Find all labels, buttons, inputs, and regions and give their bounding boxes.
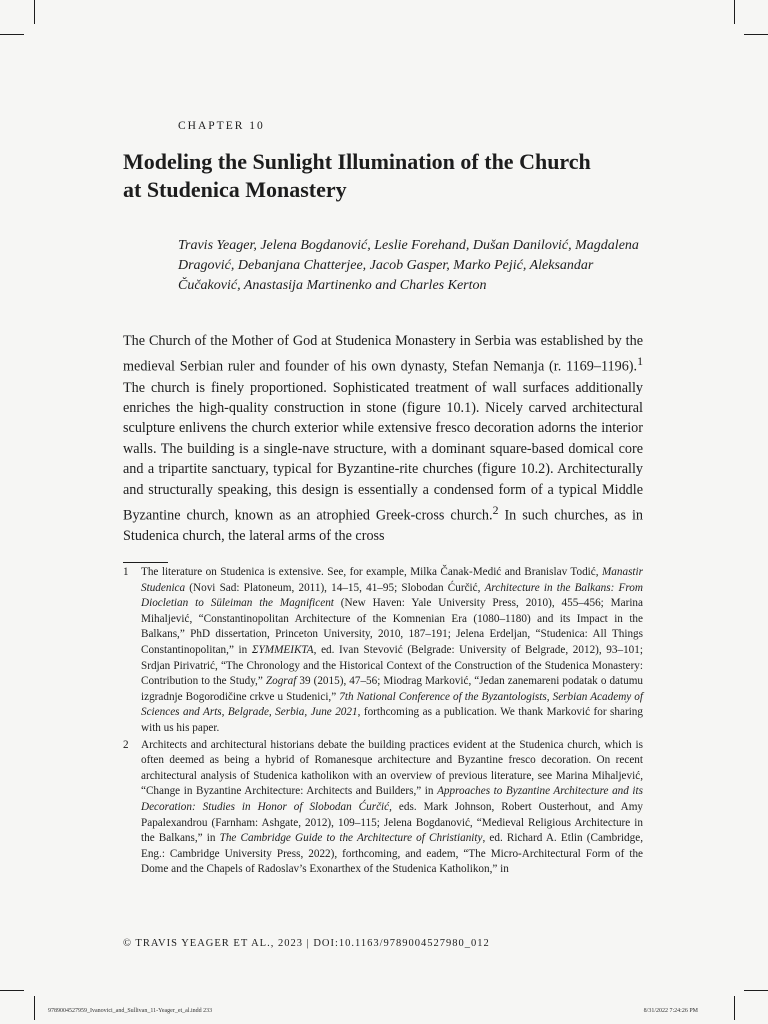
crop-mark-top-left-h xyxy=(0,34,24,35)
copyright-line: © TRAVIS YEAGER ET AL., 2023 | DOI:10.1163/9789004527980_012 xyxy=(123,938,490,949)
footnotes xyxy=(123,565,643,879)
printer-slug-file: 9789004527959_Ivanovici_and_Sullivan_11-Yeager_et_al.indd 233 xyxy=(48,1008,213,1014)
author-list: Travis Yeager, Jelena Bogdanović, Leslie Forehand, Dušan Danilović, Magdalena Dragović, Debanjana Chatterjee, Jacob Gasper, Marko Pejić, Aleksandar Čučaković, Anastasija Martinenko and Charles Kerton xyxy=(178,238,639,293)
body-text-part-2: The church is finely proportioned. Sophisticated treatment of wall surfaces additionally enriches the high-quality construction in stone (figure 10.1). Nicely carved architectural sculpture enlivens the church exterior while extensive fresco decoration adorns the interior walls. The building is a single-nave structure, with a dominant square-based domical core and a tripartite sanctuary, typical for Byzantine-rite churches (figure 10.2). Architecturally and structurally speaking, this design is essentially a condensed form of a typical Middle Byzantine church, known as an atrophied Greek-cross church. xyxy=(123,379,643,524)
crop-mark-bottom-right xyxy=(734,996,735,1020)
footnote-divider xyxy=(123,562,168,563)
footnote-text: Architects and architectural historians debate the building practices evident at the Studenica church, which is often deemed as being a hybrid of Romanesque architecture and Byzantine fresco decoration. On recent architectural analysis of Studenica katholikon with an overview of previous literature, see Marina Mihaljević, “Change in Byzantine Architecture: Architects and Builders,” in Approaches to Byzantine Architecture and its Decoration: Studies in Honor of Slobodan Ćurčić, eds. Mark Johnson, Robert Ousterhout, and Amy Papalexandrou (Farnham: Ashgate, 2012), 109–115; Jelena Bogdanović, “Medieval Religious Architecture in the Balkans,” in The Cambridge Guide to the Architecture of Christianity, ed. Richard A. Etlin (Cambridge, Eng.: Cambridge University Press, 2022), forthcoming, and eadem, “The Micro-Architectural Form of the Dome and the Chapels of Radoslav’s Exonarthex of the Studenica Katholikon,” in xyxy=(141,738,644,876)
body-text-part-3: In such churches, as in Studenica church, the lateral arms of the cross xyxy=(123,507,643,545)
body-text-part-1: The Church of the Mother of God at Studenica Monastery in Serbia was established by the medieval Serbian ruler and founder of his own dynasty, Stefan Nemanja (r. 1169–1196). xyxy=(123,333,643,376)
footnote-2 xyxy=(123,738,643,878)
crop-mark-top-right-h xyxy=(744,34,768,35)
footnote-1 xyxy=(123,565,643,737)
footnote-number: 1 xyxy=(123,566,129,578)
footnote-ref-1[interactable]: 1 xyxy=(637,354,643,369)
footnote-text: The literature on Studenica is extensive. See, for example, Milka Čanak-Medić and Branislav Todić, Manastir Studenica (Novi Sad: Platoneum, 2011), 14–15, 41–95; Slobodan Ćurčić, Architecture in the Balkans: From Diocletian to Süleiman the Magnificent (New Haven: Yale University Press, 2010), 455–456; Marina Mihaljević, “Constantinopolitan Architecture of the Komnenian Era (1080–1180) and its Impact in the Balkans,” PhD dissertation, Princeton University, 2010, 187–191; Jelena Erdeljan, “Studenica: All Things Constantinopolitan,” in ΣΥΜΜΕΙΚΤΑ, ed. Ivan Stevović (Belgrade: University of Belgrade, 2012), 93–101; Srdjan Pirivatrić, “The Chronology and the Historical Context of the Construction of the Studenica Monastery: Contribution to the Study,” Zograf 39 (2015), 47–56; Miodrag Marković, “Jedan zanemareni podatak o datumu izgradnje Bogorodičine crkve u Studenici,” 7th National Conference of the Byzantologists, Serbian Academy of Sciences and Arts, Belgrade, Serbia, June 2021, forthcoming as a publication. We thank Marković for sharing with us his paper. xyxy=(141,566,644,734)
title-line-2: at Studenica Monastery xyxy=(123,177,347,202)
title-line-1: Modeling the Sunlight Illumination of the Church xyxy=(123,149,591,174)
footnote-ref-2[interactable]: 2 xyxy=(492,502,499,517)
chapter-title xyxy=(123,148,663,204)
crop-mark-top-left xyxy=(34,0,35,24)
printer-slug-date: 8/31/2022 7:24:26 PM xyxy=(643,1008,698,1014)
crop-mark-bottom-left xyxy=(34,996,35,1020)
footnote-number: 2 xyxy=(123,738,129,751)
crop-mark-bottom-right-h xyxy=(744,990,768,991)
crop-mark-bottom-left-h xyxy=(0,990,24,991)
chapter-label: CHAPTER 10 xyxy=(178,120,265,132)
crop-mark-top-right xyxy=(734,0,735,24)
body-paragraph xyxy=(123,331,643,547)
